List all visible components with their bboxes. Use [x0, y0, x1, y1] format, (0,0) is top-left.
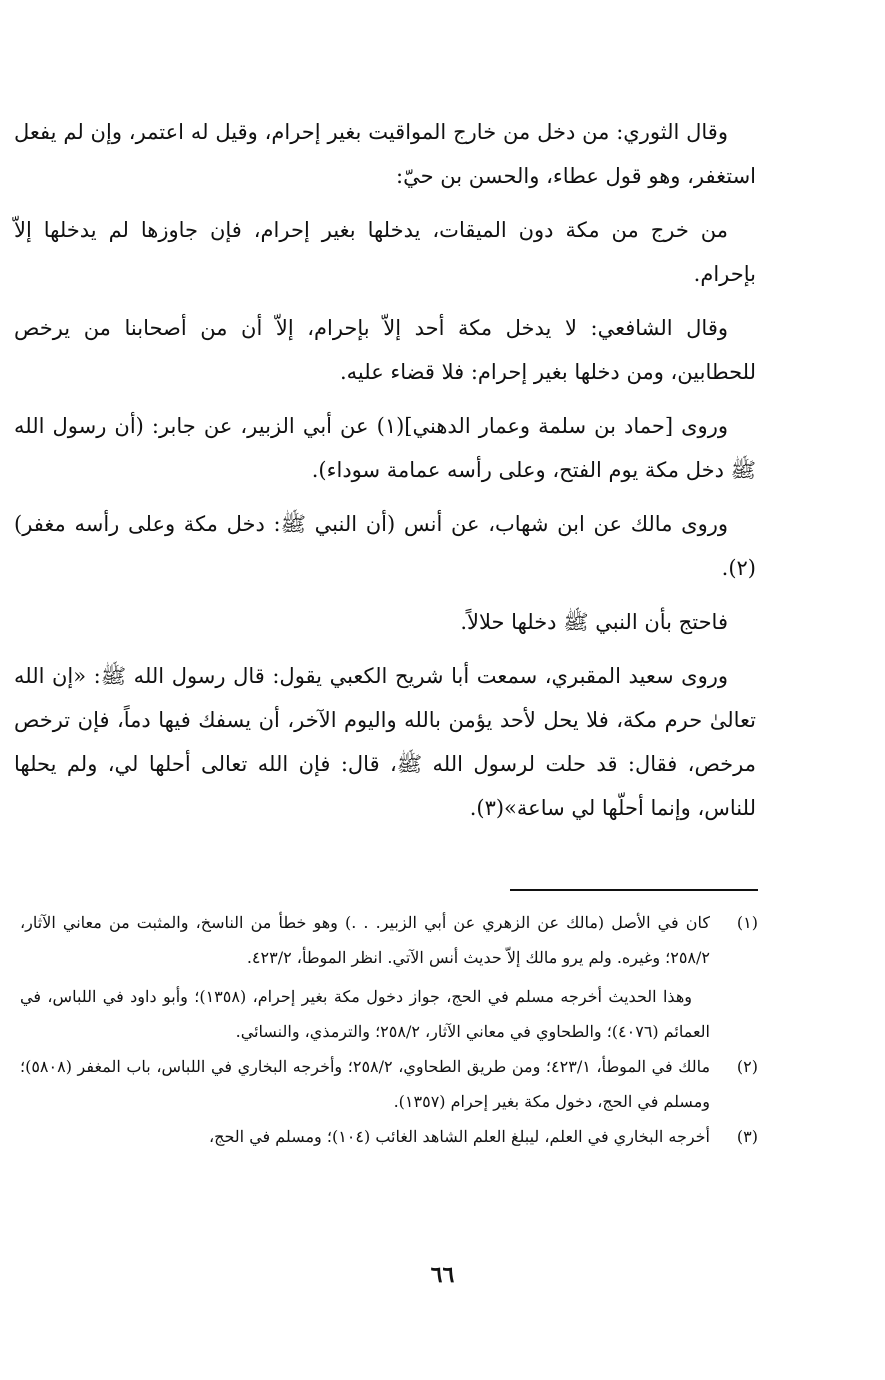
footnote-1-text: كان في الأصل (مالك عن الزهري عن أبي الزبير. . .) وهو خطأ من الناسخ، والمثبت من معاني الآثار، ٢٥٨/٢؛ وغيره. ولم يرو مالك إلاّ حديث أنس الآتي. انظر الموطأ، ٤٢٣/٢.: [20, 913, 710, 967]
main-text: [14, 110, 756, 840]
paragraph-anas: وروى مالك عن ابن شهاب، عن أنس (أن النبي ﷺ: دخل مكة وعلى رأسه مغفر)(٢).: [14, 512, 756, 580]
footnote-3: [20, 1119, 758, 1154]
paragraph-ihtajja: فاحتج بأن النبي ﷺ دخلها حلالاً.: [460, 610, 728, 634]
footnote-2-number: (٢): [736, 1057, 758, 1076]
footnote-3-text: أخرجه البخاري في العلم، ليبلغ العلم الشاهد الغائب (١٠٤)؛ ومسلم في الحج،: [208, 1127, 710, 1146]
paragraph-miqat: من خرج من مكة دون الميقات، يدخلها بغير إحرام، فإن جاوزها لم يدخلها إلاّ بإحرام.: [14, 218, 756, 286]
paragraph-jabir: وروى [حماد بن سلمة وعمار الدهني](١) عن أبي الزبير، عن جابر: (أن رسول الله ﷺ دخل مكة يوم الفتح، وعلى رأسه عمامة سوداء).: [14, 414, 756, 482]
footnote-2: [20, 1049, 758, 1119]
paragraph-abu-shurayh: وروى سعيد المقبري، سمعت أبا شريح الكعبي يقول: قال رسول الله ﷺ: «إن الله تعالىٰ حرم مكة، فلا يحل لأحد يؤمن بالله واليوم الآخر، أن يسفك فيها دماً، فإن ترخص مرخص، فقال: قد حلت لرسول الله ﷺ، قال: فإن الله تعالى أحلها لي، ولم يحلها للناس، وإنما أحلّها لي ساعة»(٣).: [14, 664, 756, 820]
footnote-separator: [510, 889, 758, 891]
footnote-2-text: مالك في الموطأ، ٤٢٣/١؛ ومن طريق الطحاوي، ٢٥٨/٢؛ وأخرجه البخاري في اللباس، باب المغفر (٥٨٠٨)؛ ومسلم في الحج، دخول مكة بغير إحرام (١٣٥٧).: [20, 1057, 711, 1111]
footnote-3-number: (٣): [736, 1127, 758, 1146]
footnotes: [20, 905, 758, 1154]
paragraph-shafii: وقال الشافعي: لا يدخل مكة أحد إلاّ بإحرام، إلاّ أن من أصحابنا من يرخص للحطابين، ومن دخلها بغير إحرام: فلا قضاء عليه.: [14, 316, 756, 384]
page-number: ٦٦: [430, 1262, 455, 1288]
footnote-1-number: (١): [736, 913, 758, 932]
paragraph-thawri: وقال الثوري: من دخل من خارج المواقيت بغير إحرام، وقيل له اعتمر، وإن لم يفعل استغفر، وهو قول عطاء، والحسن بن حيّ:: [14, 120, 756, 188]
footnote-1: [20, 905, 758, 975]
footnote-1-continuation: وهذا الحديث أخرجه مسلم في الحج، جواز دخول مكة بغير إحرام، (١٣٥٨)؛ وأبو داود في اللباس، في العمائم (٤٠٧٦)؛ والطحاوي في معاني الآثار، ٢٥٨/٢؛ والترمذي، والنسائي.: [20, 987, 710, 1041]
